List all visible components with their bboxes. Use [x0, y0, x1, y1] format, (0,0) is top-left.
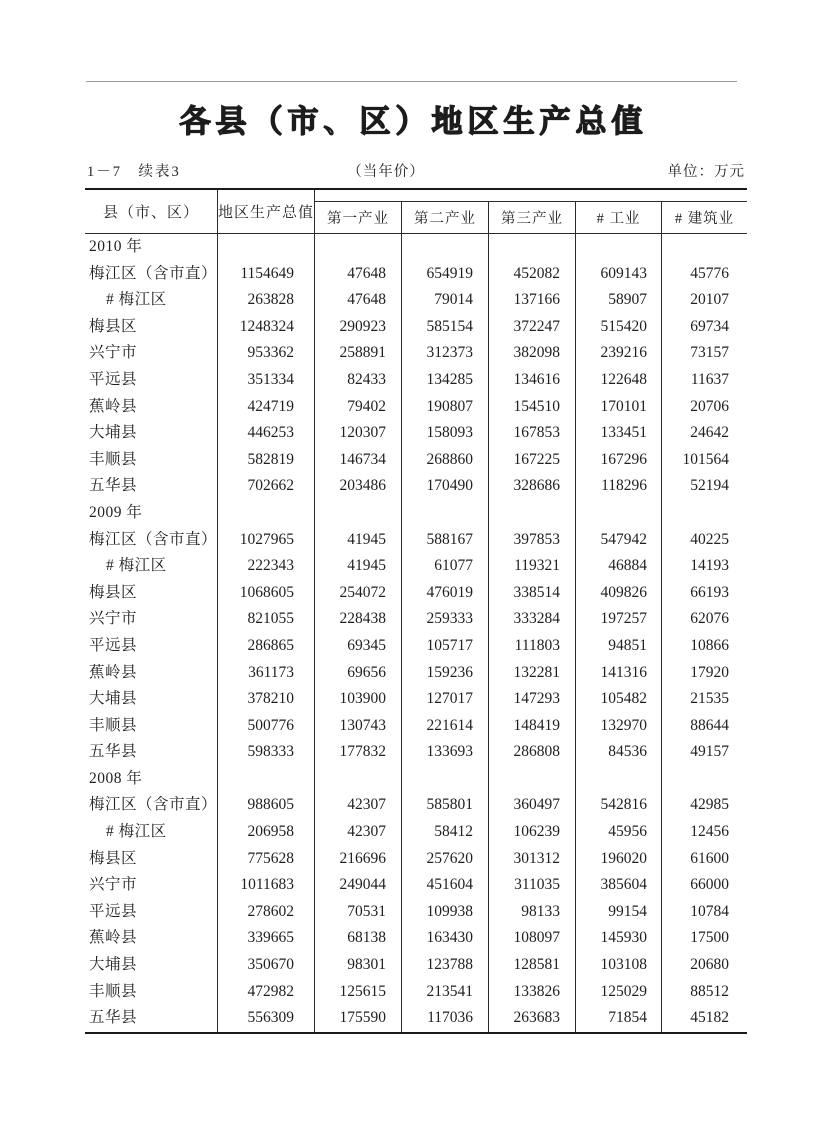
value-cell: 41945: [315, 553, 402, 580]
value-cell: [489, 500, 576, 527]
value-cell: 125029: [576, 979, 662, 1006]
value-cell: 582819: [218, 447, 315, 474]
value-cell: [315, 766, 402, 793]
value-cell: 361173: [218, 660, 315, 687]
value-cell: 79402: [315, 394, 402, 421]
value-cell: 111803: [489, 633, 576, 660]
value-cell: 338514: [489, 580, 576, 607]
value-cell: 257620: [402, 846, 489, 873]
region-cell: 兴宁市: [85, 340, 218, 367]
value-cell: 290923: [315, 314, 402, 341]
value-cell: 105482: [576, 686, 662, 713]
value-cell: 134616: [489, 367, 576, 394]
value-cell: [489, 766, 576, 793]
value-cell: 585154: [402, 314, 489, 341]
value-cell: 68138: [315, 925, 402, 952]
value-cell: 1027965: [218, 527, 315, 554]
value-cell: 206958: [218, 819, 315, 846]
value-cell: 49157: [690, 743, 729, 761]
value-cell: 196020: [576, 846, 662, 873]
table-code: 1－7 续表3: [87, 164, 181, 180]
value-cell: 424719: [218, 394, 315, 421]
value-cell: 312373: [402, 340, 489, 367]
table-row: [85, 340, 747, 367]
table-row: [85, 633, 747, 660]
value-cell: 123788: [402, 952, 489, 979]
value-cell: 339665: [218, 925, 315, 952]
value-cell: 47648: [315, 261, 402, 288]
value-cell: 263683: [489, 1005, 576, 1032]
value-cell: 542816: [576, 792, 662, 819]
value-cell: 17920: [690, 663, 729, 681]
value-cell: 42985: [690, 796, 729, 814]
value-cell: 45776: [690, 264, 729, 282]
value-cell: [662, 234, 747, 261]
value-cell: [218, 500, 315, 527]
value-cell: 190807: [402, 394, 489, 421]
table-row: [85, 899, 747, 926]
value-cell: 42307: [315, 819, 402, 846]
value-cell: 547942: [576, 527, 662, 554]
value-cell: 105717: [402, 633, 489, 660]
value-cell: [315, 234, 402, 261]
table-row: [85, 527, 747, 554]
region-cell: 丰顺县: [85, 979, 218, 1006]
value-cell: 409826: [576, 580, 662, 607]
value-cell: 378210: [218, 686, 315, 713]
value-cell: 382098: [489, 340, 576, 367]
table-row: [85, 1005, 747, 1032]
value-cell: 120307: [315, 420, 402, 447]
region-cell: 2009 年: [85, 500, 218, 527]
value-cell: 278602: [218, 899, 315, 926]
header-gdp-total: 地区生产总值: [218, 190, 315, 233]
value-cell: 103108: [576, 952, 662, 979]
value-cell: 397853: [489, 527, 576, 554]
value-cell: 446253: [218, 420, 315, 447]
value-cell: 175590: [315, 1005, 402, 1032]
value-cell: 311035: [489, 872, 576, 899]
header-sub-group: [315, 190, 747, 233]
region-cell: 大埔县: [85, 686, 218, 713]
value-cell: 154510: [489, 394, 576, 421]
value-cell: 385604: [576, 872, 662, 899]
value-cell: [576, 766, 662, 793]
value-cell: 515420: [576, 314, 662, 341]
region-cell: 大埔县: [85, 952, 218, 979]
region-cell: 五华县: [85, 473, 218, 500]
table-row: [85, 925, 747, 952]
value-cell: [662, 766, 747, 793]
table-row: [85, 580, 747, 607]
header-primary-industry: 第一产业: [315, 202, 402, 233]
value-cell: 108097: [489, 925, 576, 952]
region-cell: 梅江区（含市直）: [85, 792, 218, 819]
value-cell: 134285: [402, 367, 489, 394]
value-cell: 141316: [576, 660, 662, 687]
region-cell: 平远县: [85, 633, 218, 660]
table-row: [85, 713, 747, 740]
value-cell: 82433: [315, 367, 402, 394]
value-cell: 588167: [402, 527, 489, 554]
region-cell: 蕉岭县: [85, 394, 218, 421]
header-region: 县（市、区）: [85, 190, 218, 233]
value-cell: [662, 500, 747, 527]
value-cell: 79014: [402, 287, 489, 314]
region-cell: 丰顺县: [85, 713, 218, 740]
region-cell: 五华县: [85, 1005, 218, 1032]
region-cell: 兴宁市: [85, 606, 218, 633]
table-row: [85, 261, 747, 288]
value-cell: 258891: [315, 340, 402, 367]
value-cell: 821055: [218, 606, 315, 633]
value-cell: 45956: [576, 819, 662, 846]
value-cell: 333284: [489, 606, 576, 633]
value-cell: 350670: [218, 952, 315, 979]
region-cell: 2010 年: [85, 234, 218, 261]
value-cell: 12456: [690, 823, 729, 841]
table-row: [85, 447, 747, 474]
value-cell: 170101: [576, 394, 662, 421]
value-cell: 119321: [489, 553, 576, 580]
region-cell: 梅县区: [85, 580, 218, 607]
value-cell: [402, 766, 489, 793]
value-cell: 197257: [576, 606, 662, 633]
value-cell: 133451: [576, 420, 662, 447]
value-cell: 61600: [690, 849, 729, 867]
value-cell: 167296: [576, 447, 662, 474]
value-cell: 132281: [489, 660, 576, 687]
table-row: [85, 394, 747, 421]
value-cell: 84536: [576, 739, 662, 766]
value-cell: 702662: [218, 473, 315, 500]
year-row: [85, 500, 747, 527]
table-body: [85, 234, 747, 1034]
value-cell: 130743: [315, 713, 402, 740]
value-cell: 133693: [402, 739, 489, 766]
value-cell: 118296: [576, 473, 662, 500]
value-cell: [218, 766, 315, 793]
value-cell: 127017: [402, 686, 489, 713]
value-cell: 301312: [489, 846, 576, 873]
value-cell: 69345: [315, 633, 402, 660]
value-cell: 137166: [489, 287, 576, 314]
value-cell: 11637: [690, 370, 729, 388]
value-cell: 14193: [690, 557, 729, 575]
table-row: [85, 952, 747, 979]
value-cell: 69734: [690, 317, 729, 335]
value-cell: 556309: [218, 1005, 315, 1032]
value-cell: 103900: [315, 686, 402, 713]
region-cell: 梅江区（含市直）: [85, 527, 218, 554]
value-cell: 286808: [489, 739, 576, 766]
value-cell: 167853: [489, 420, 576, 447]
value-cell: 20706: [690, 397, 729, 415]
table-row: [85, 979, 747, 1006]
region-cell: 2008 年: [85, 766, 218, 793]
value-cell: 167225: [489, 447, 576, 474]
value-cell: [218, 234, 315, 261]
year-row: [85, 234, 747, 261]
value-cell: 125615: [315, 979, 402, 1006]
value-cell: 988605: [218, 792, 315, 819]
region-cell: 兴宁市: [85, 872, 218, 899]
value-cell: 609143: [576, 261, 662, 288]
value-cell: 228438: [315, 606, 402, 633]
value-cell: 216696: [315, 846, 402, 873]
value-cell: 88512: [690, 982, 729, 1000]
region-cell: 丰顺县: [85, 447, 218, 474]
value-cell: 109938: [402, 899, 489, 926]
value-cell: 10784: [690, 902, 729, 920]
value-cell: 239216: [576, 340, 662, 367]
page-top-rule: [86, 81, 737, 82]
region-cell: 蕉岭县: [85, 925, 218, 952]
value-cell: 254072: [315, 580, 402, 607]
table-row: [85, 819, 747, 846]
value-cell: 73157: [690, 344, 729, 362]
table-row: [85, 792, 747, 819]
value-cell: 585801: [402, 792, 489, 819]
region-cell: # 梅江区: [85, 287, 218, 314]
value-cell: 70531: [315, 899, 402, 926]
value-cell: 372247: [489, 314, 576, 341]
value-cell: 775628: [218, 846, 315, 873]
value-cell: 21535: [690, 690, 729, 708]
value-cell: 41945: [315, 527, 402, 554]
region-cell: 梅县区: [85, 846, 218, 873]
value-cell: 47648: [315, 287, 402, 314]
value-cell: 146734: [315, 447, 402, 474]
value-cell: 451604: [402, 872, 489, 899]
value-cell: [402, 500, 489, 527]
region-cell: 平远县: [85, 899, 218, 926]
value-cell: 88644: [690, 716, 729, 734]
value-cell: 98301: [315, 952, 402, 979]
region-cell: 梅县区: [85, 314, 218, 341]
value-cell: 145930: [576, 925, 662, 952]
table-header: [85, 188, 747, 234]
value-cell: 52194: [690, 477, 729, 495]
value-cell: 98133: [489, 899, 576, 926]
value-cell: 598333: [218, 739, 315, 766]
value-cell: 351334: [218, 367, 315, 394]
value-cell: 360497: [489, 792, 576, 819]
value-cell: [489, 234, 576, 261]
gdp-table: [85, 188, 747, 1034]
value-cell: 66193: [690, 583, 729, 601]
value-cell: 268860: [402, 447, 489, 474]
region-cell: 五华县: [85, 739, 218, 766]
unit-note: 单位：万元: [667, 164, 745, 180]
value-cell: 62076: [690, 610, 729, 628]
value-cell: [315, 500, 402, 527]
value-cell: 472982: [218, 979, 315, 1006]
value-cell: 263828: [218, 287, 315, 314]
value-cell: [576, 500, 662, 527]
value-cell: 158093: [402, 420, 489, 447]
value-cell: 42307: [315, 792, 402, 819]
table-row: [85, 553, 747, 580]
value-cell: 221614: [402, 713, 489, 740]
table-row: [85, 872, 747, 899]
value-cell: 654919: [402, 261, 489, 288]
region-cell: # 梅江区: [85, 553, 218, 580]
table-row: [85, 846, 747, 873]
region-cell: 蕉岭县: [85, 660, 218, 687]
header-sub-spacer: [315, 190, 747, 202]
value-cell: 163430: [402, 925, 489, 952]
value-cell: 1068605: [218, 580, 315, 607]
value-cell: 286865: [218, 633, 315, 660]
region-cell: 梅江区（含市直）: [85, 261, 218, 288]
value-cell: 147293: [489, 686, 576, 713]
value-cell: 203486: [315, 473, 402, 500]
value-cell: 1248324: [218, 314, 315, 341]
value-cell: 259333: [402, 606, 489, 633]
value-cell: 99154: [576, 899, 662, 926]
value-cell: 476019: [402, 580, 489, 607]
value-cell: 213541: [402, 979, 489, 1006]
value-cell: 17500: [690, 929, 729, 947]
value-cell: 148419: [489, 713, 576, 740]
price-basis-note: （当年价）: [347, 164, 425, 180]
table-row: [85, 739, 747, 766]
value-cell: 58907: [576, 287, 662, 314]
header-secondary-industry: 第二产业: [402, 202, 489, 233]
value-cell: 58412: [402, 819, 489, 846]
value-cell: 249044: [315, 872, 402, 899]
value-cell: 953362: [218, 340, 315, 367]
table-row: [85, 314, 747, 341]
value-cell: 24642: [690, 424, 729, 442]
region-cell: 平远县: [85, 367, 218, 394]
value-cell: 222343: [218, 553, 315, 580]
table-row: [85, 660, 747, 687]
value-cell: 159236: [402, 660, 489, 687]
value-cell: 20107: [690, 291, 729, 309]
value-cell: 1154649: [218, 261, 315, 288]
region-cell: 大埔县: [85, 420, 218, 447]
table-row: [85, 606, 747, 633]
value-cell: [402, 234, 489, 261]
value-cell: [576, 234, 662, 261]
value-cell: 1011683: [218, 872, 315, 899]
value-cell: 170490: [402, 473, 489, 500]
value-cell: 452082: [489, 261, 576, 288]
value-cell: 20680: [690, 956, 729, 974]
value-cell: 122648: [576, 367, 662, 394]
value-cell: 66000: [690, 876, 729, 894]
value-cell: 132970: [576, 713, 662, 740]
year-row: [85, 766, 747, 793]
table-row: [85, 367, 747, 394]
value-cell: 101564: [682, 450, 729, 468]
value-cell: 177832: [315, 739, 402, 766]
table-meta-row: [85, 160, 747, 186]
region-cell: # 梅江区: [85, 819, 218, 846]
value-cell: 45182: [690, 1009, 729, 1027]
header-industry: # 工业: [576, 202, 662, 233]
table-row: [85, 287, 747, 314]
value-cell: 133826: [489, 979, 576, 1006]
value-cell: 40225: [690, 530, 729, 548]
header-sub-row: [315, 202, 747, 233]
value-cell: 61077: [402, 553, 489, 580]
value-cell: 94851: [576, 633, 662, 660]
value-cell: 10866: [690, 636, 729, 654]
table-row: [85, 420, 747, 447]
value-cell: 500776: [218, 713, 315, 740]
value-cell: 117036: [402, 1005, 489, 1032]
value-cell: 106239: [489, 819, 576, 846]
table-row: [85, 473, 747, 500]
value-cell: 69656: [315, 660, 402, 687]
value-cell: 128581: [489, 952, 576, 979]
value-cell: 328686: [489, 473, 576, 500]
value-cell: 46884: [576, 553, 662, 580]
header-construction: # 建筑业: [674, 211, 735, 227]
page-title: 各县（市、区）地区生产总值: [179, 104, 648, 139]
table-row: [85, 686, 747, 713]
header-tertiary-industry: 第三产业: [489, 202, 576, 233]
value-cell: 71854: [576, 1005, 662, 1032]
